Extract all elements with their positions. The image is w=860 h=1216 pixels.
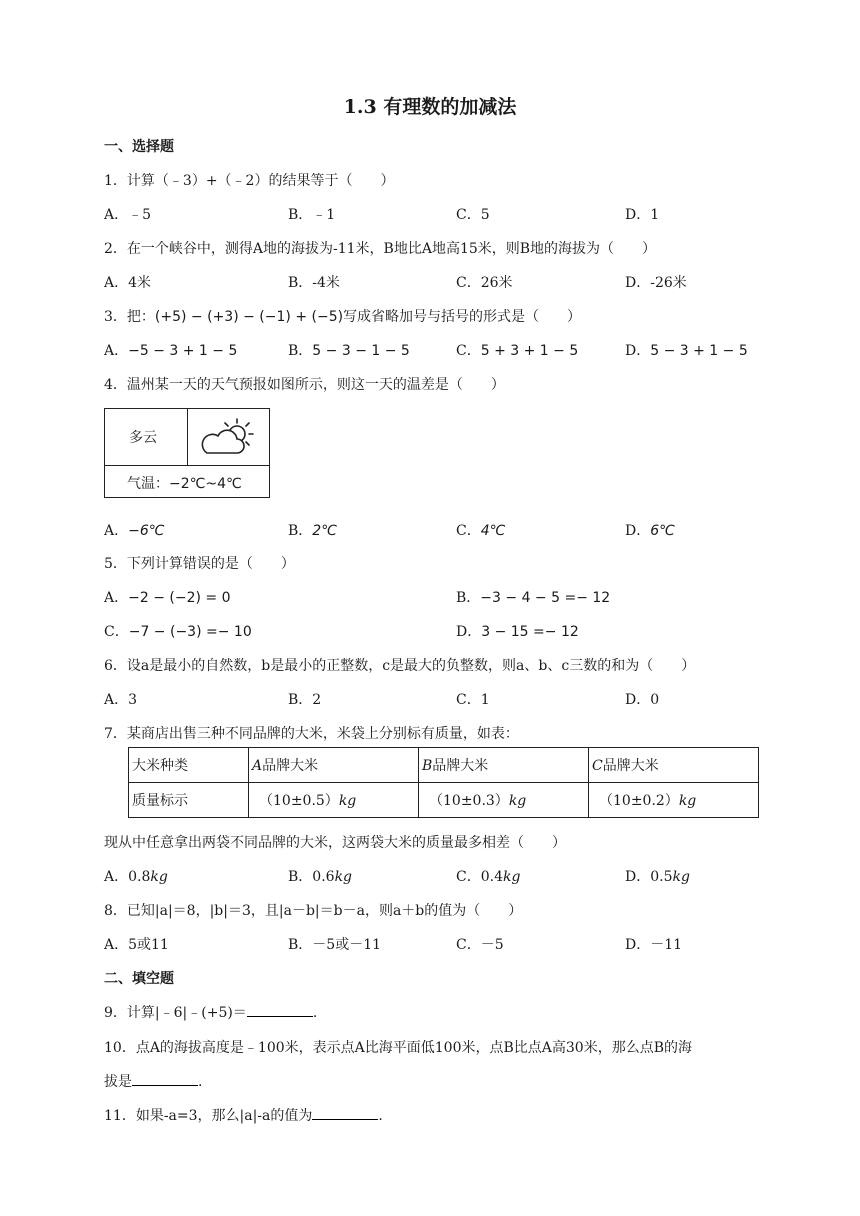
answer-blank[interactable] [247, 1004, 313, 1017]
question-8: 8．已知|a|＝8，|b|＝3，且|a－b|＝b－a，则a＋b的值为（ ） [104, 903, 523, 919]
q2-option-b: B．-4米 [288, 275, 340, 291]
q5-option-b-expr: −3 − 4 − 5 =− 12 [480, 590, 611, 606]
q4-option-c [456, 520, 505, 540]
q3-prefix: 3．把： [104, 309, 155, 325]
q3-option-d [625, 340, 748, 360]
question-1: 1．计算（﹣3）+（﹣2）的结果等于（ ） [104, 173, 395, 189]
table-header-cell: 大米种类 [129, 748, 249, 783]
q2-option-a: A．4米 [104, 275, 152, 291]
q5-option-b [456, 587, 610, 607]
q3-option-a-expr: −5 − 3 + 1 − 5 [128, 343, 238, 359]
q3-expression: (+5) − (+3) − (−1) + (−5) [154, 309, 344, 325]
weather-divider [187, 409, 188, 465]
q1-option-d: D．1 [625, 207, 660, 223]
q3-option-a-label: A． [104, 343, 129, 359]
q2-option-c: C．26米 [456, 275, 513, 291]
q6-option-b: B．2 [288, 692, 322, 708]
q6-option-d: D．0 [625, 692, 660, 708]
answer-blank[interactable] [132, 1073, 198, 1086]
q4-option-b-label: B． [288, 523, 313, 539]
q4-option-a-label: A． [104, 523, 129, 539]
mass-value: （10±0.2） [599, 793, 679, 809]
partly-cloudy-icon [197, 415, 259, 459]
table-header-cell [419, 748, 589, 783]
question-11 [104, 1105, 383, 1125]
brand-label: 品牌大米 [262, 758, 319, 774]
q9-text: 9．计算|﹣6|﹣(+5)＝ [104, 1005, 247, 1021]
question-10-line2 [104, 1071, 202, 1091]
q7-option-b [288, 866, 352, 886]
q3-option-c [456, 340, 578, 360]
table-cell [589, 783, 759, 818]
q5-option-c [104, 621, 252, 641]
q3-option-b [288, 340, 410, 360]
brand-label: 品牌大米 [432, 758, 489, 774]
q8-option-c: C．－5 [456, 937, 504, 953]
brand-label: 品牌大米 [602, 758, 659, 774]
question-5: 5．下列计算错误的是（ ） [104, 556, 295, 572]
q5-option-c-label: C． [104, 624, 129, 640]
q5-option-a [104, 587, 231, 607]
section-heading-fill: 二、填空题 [104, 971, 174, 987]
q1-option-a: A．﹣5 [104, 207, 152, 223]
q5-option-b-label: B． [456, 590, 481, 606]
rice-table [128, 747, 759, 818]
brand-letter: B [422, 758, 433, 774]
table-row [129, 783, 759, 818]
q8-option-b: B．－5或－11 [288, 937, 382, 953]
q3-option-c-expr: 5 + 3 + 1 − 5 [480, 343, 579, 359]
q8-option-d: D．－11 [625, 937, 683, 953]
q4-option-d-value: 6℃ [650, 523, 675, 539]
table-header-cell [589, 748, 759, 783]
q4-option-a [104, 520, 165, 540]
section-heading-choice: 一、选择题 [104, 139, 174, 155]
unit-label: kg [502, 869, 521, 885]
question-9 [104, 1002, 317, 1022]
q4-option-b-value: 2℃ [312, 523, 337, 539]
q3-option-b-expr: 5 − 3 − 1 − 5 [312, 343, 410, 359]
unit-label: kg [150, 869, 168, 885]
q3-suffix: 写成省略加号与括号的形式是（ ） [343, 309, 582, 325]
table-cell [419, 783, 589, 818]
q7-option-a [104, 866, 168, 886]
q4-option-c-value: 4℃ [480, 523, 506, 539]
q4-option-d [625, 520, 675, 540]
q7-option-d-value: D．0.5 [625, 869, 673, 885]
unit-label: kg [672, 869, 690, 885]
table-row [129, 748, 759, 783]
q11-text: 11．如果-a=3，那么|a|-a的值为 [104, 1108, 313, 1124]
mass-value: （10±0.3） [429, 793, 509, 809]
q6-option-a: A．3 [104, 692, 138, 708]
q4-option-b [288, 520, 337, 540]
q6-option-c: C．1 [456, 692, 490, 708]
unit-label: kg [338, 793, 357, 809]
table-cell [249, 783, 419, 818]
q1-option-b: B．﹣1 [288, 207, 336, 223]
q3-option-d-label: D． [625, 343, 651, 359]
q5-option-c-expr: −7 − (−3) =− 10 [128, 624, 252, 640]
q2-option-d: D．-26米 [625, 275, 687, 291]
q7-option-c-value: C．0.4 [456, 869, 503, 885]
unit-label: kg [334, 869, 353, 885]
mass-value: （10±0.5） [259, 793, 339, 809]
q7-option-b-value: B．0.6 [288, 869, 335, 885]
question-3 [104, 306, 581, 326]
q4-option-c-label: C． [456, 523, 481, 539]
brand-letter: C [592, 758, 603, 774]
table-header-cell [249, 748, 419, 783]
q10-end: . [198, 1074, 203, 1090]
q11-end: . [378, 1108, 383, 1124]
q9-end: . [312, 1005, 318, 1021]
question-4: 4．温州某一天的天气预报如图所示，则这一天的温差是（ ） [104, 377, 505, 393]
q5-option-d [456, 621, 579, 641]
q4-option-a-value: −6℃ [128, 523, 165, 539]
table-cell: 质量标示 [129, 783, 249, 818]
unit-label: kg [508, 793, 527, 809]
temperature-label: 气温：−2℃~4℃ [127, 476, 242, 492]
q3-option-d-expr: 5 − 3 + 1 − 5 [650, 343, 748, 359]
q7-option-d [625, 866, 690, 886]
answer-blank[interactable] [312, 1107, 378, 1120]
page-title: 1.3 有理数的加减法 [343, 96, 517, 118]
brand-letter: A [252, 758, 263, 774]
q7-option-a-value: A．0.8 [104, 869, 151, 885]
question-10: 10．点A的海拔高度是﹣100米，表示点A比海平面低100米，点B比点A高30米，那么点B的海 [104, 1040, 692, 1056]
q5-option-a-expr: −2 − (−2) = 0 [128, 590, 231, 606]
question-2: 2．在一个峡谷中，测得A地的海拔为-11米，B地比A地高15米，则B地的海拔为（ ） [104, 241, 657, 257]
q5-option-d-expr: 3 − 15 =− 12 [481, 624, 579, 640]
unit-label: kg [678, 793, 697, 809]
question-6: 6．设a是最小的自然数，b是最小的正整数，c是最大的负整数，则a、b、c三数的和为（ ） [104, 658, 696, 674]
q7-option-c [456, 866, 520, 886]
question-7: 7．某商店出售三种不同品牌的大米，米袋上分别标有质量，如表： [104, 726, 519, 742]
q1-option-c: C．5 [456, 207, 490, 223]
q10-text: 拔是 [104, 1074, 132, 1090]
weather-forecast-box [104, 408, 270, 498]
question-7-continued: 现从中任意拿出两袋不同品牌的大米，这两袋大米的质量最多相差（ ） [104, 835, 566, 851]
q5-option-a-label: A． [104, 590, 129, 606]
q3-option-a [104, 340, 237, 360]
q5-option-d-label: D． [456, 624, 482, 640]
q3-option-b-label: B． [288, 343, 313, 359]
q3-option-c-label: C． [456, 343, 481, 359]
weather-label: 多云 [129, 430, 157, 446]
q8-option-a: A．5或11 [104, 937, 169, 953]
q4-option-d-label: D． [625, 523, 651, 539]
